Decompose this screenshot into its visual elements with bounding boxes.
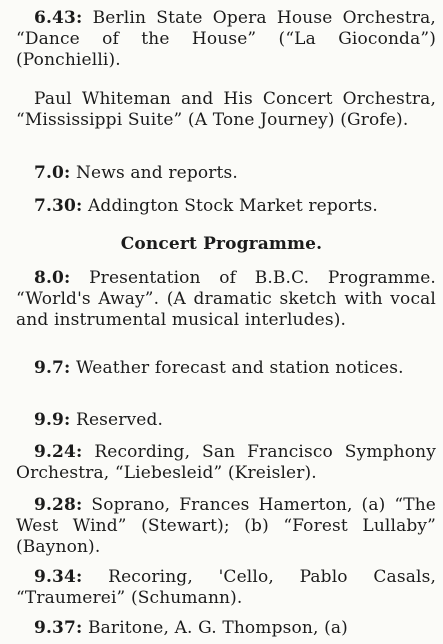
- programme-item-6-43: [16, 8, 436, 71]
- programme-item-8-0: [16, 268, 436, 331]
- item-text: Weather forecast and station notices.: [70, 358, 404, 378]
- item-text: Paul Whiteman and His Concert Orchestra, “Mississippi Suite” (A Tone Journey) (Grofe).: [16, 89, 436, 130]
- item-time: 9.34:: [34, 567, 83, 587]
- item-time: 9.24:: [34, 442, 83, 462]
- programme-item-whiteman: [16, 89, 436, 131]
- item-text: Recoring, 'Cello, Pablo Casals, “Traumerei” (Schumann).: [16, 567, 436, 608]
- item-time: 7.0:: [34, 163, 71, 183]
- programme-item-7-0: [16, 163, 436, 184]
- programme-item-9-37: [16, 618, 436, 639]
- item-text: Recording, San Francisco Symphony Orchestra, “Liebesleid” (Kreisler).: [16, 442, 436, 483]
- item-text: Baritone, A. G. Thompson, (a): [82, 618, 348, 638]
- item-time: 9.9:: [34, 410, 71, 430]
- programme-item-7-30: [16, 196, 436, 217]
- item-time: 9.7:: [34, 358, 71, 378]
- item-text: Presentation of B.B.C. Programme. “World's Away”. (A dramatic sketch with vocal and instrumental musical interludes).: [16, 268, 436, 330]
- item-text: News and reports.: [70, 163, 238, 183]
- item-time: 8.0:: [34, 268, 71, 288]
- item-text: Addington Stock Market reports.: [82, 196, 378, 216]
- item-text: Reserved.: [70, 410, 164, 430]
- item-text: Soprano, Frances Hamerton, (a) “The West Wind” (Stewart); (b) “Forest Lullaby” (Baynon).: [16, 495, 436, 557]
- item-time: 9.37:: [34, 618, 83, 638]
- section-heading: Concert Programme.: [120, 234, 323, 254]
- item-time: 6.43:: [34, 8, 83, 28]
- programme-item-9-9: [16, 410, 436, 431]
- programme-item-9-7: [16, 358, 436, 379]
- item-time: 9.28:: [34, 495, 83, 515]
- programme-item-9-34: [16, 567, 436, 609]
- item-time: 7.30:: [34, 196, 83, 216]
- item-text: Berlin State Opera House Orchestra, “Dance of the House” (“La Gioconda”) (Ponchielli).: [16, 8, 436, 70]
- programme-item-9-24: [16, 442, 436, 484]
- programme-item-9-28: [16, 495, 436, 558]
